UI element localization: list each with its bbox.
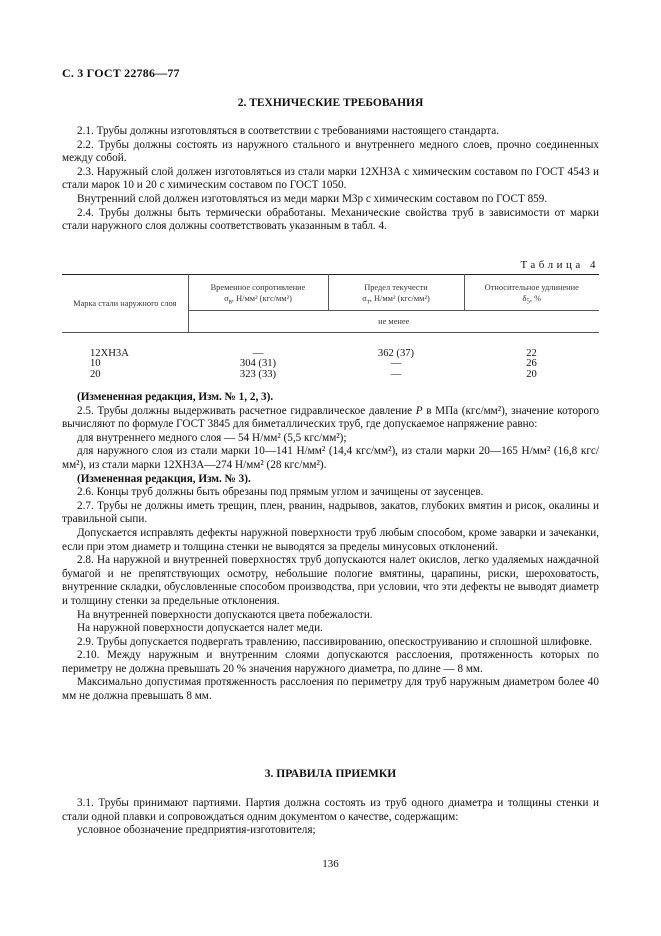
paragraph-2-9: 2.9. Трубы допускается подвергать травлению, пассивированию, опескоструиванию и сплошной шлифовке. [77,635,593,648]
cell-yield: 362 (37) [377,347,415,359]
pressure-symbol: P [415,404,423,417]
paragraph-2-5-copper: для внутреннего медного слоя — 54 Н/мм² (5,5 кгс/мм²); [77,431,347,444]
paragraph-3-1-b: условное обозначение предприятия-изготовителя; [77,824,316,837]
section-3-title: 3. ПРАВИЛА ПРИЕМКИ [264,768,397,780]
paragraph-2-2: 2.2. Трубы должны состоять из наружного стального и внутреннего медного слоев, прочно соединенных между собой. [62,138,599,165]
header-tensile-name: Временное сопротивление [210,282,306,292]
section-3-text [62,797,599,838]
header-tensile-unit-line [189,293,328,304]
cell-elong: 20 [526,369,537,381]
table-4 [62,274,599,381]
cell-yield: — [390,358,402,370]
header-steel-grade [62,275,188,333]
cell-tensile: 304 (31) [239,358,277,370]
section-2-text [62,125,599,234]
document-header: С. 3 ГОСТ 22786—77 [62,66,180,80]
sigma-symbol-2: σ [362,293,367,303]
table-row [62,370,599,381]
paragraph-2-3: 2.3. Наружный слой должен изготовляться из стали марки 12ХН3А с химическим составом по ГОСТ 4543 и стали марок 10 и 20 с химическим составом по ГОСТ 1050. [62,165,599,192]
header-steel-grade-text: Марка стали наружного слоя [73,299,177,308]
header-elongation-unit-line [465,293,600,304]
sigma-symbol: σ [224,293,229,303]
paragraph-2-8-b: На внутренней поверхности допускаются цвета побежалости. [77,608,373,621]
paragraph-3-1: 3.1. Трубы принимают партиями. Партия должна состоять из труб одного диаметра и толщины стенки и стали одной плавки и сопровождаться одним документом о качестве, содержащим: [62,797,599,823]
sub-b: в [228,297,232,306]
paragraph-2-5-a: 2.5. Трубы должны выдерживать расчетное гидравлическое давление [77,404,413,417]
header-yield-unit-line [329,293,464,304]
page-number: 136 [322,858,339,870]
paragraph-2-7-b: Допускается исправлять дефекты наружной поверхности труб любым способом, кроме заварки и зачеканки, если при этом диаметр и толщина стенки не выводятся за пределы минусовых отклонений. [62,526,599,553]
paragraph-2-7: 2.7. Трубы не должны иметь трещин, плен, рванин, надрывов, закатов, глубоких вмятин и рисок, окалины и травильной сыпи. [62,499,599,526]
section-2-title: 2. ТЕХНИЧЕСКИЕ ТРЕБОВАНИЯ [237,97,424,109]
table-row [62,359,599,370]
paragraph-2-5-steel: для наружного слоя из стали марки 10—141 Н/мм² (14,4 кгс/мм²), из стали марки 20—165 Н/мм² (16,8 кгс/мм²), из стали марки 12ХН3А—274 Н/мм² (28 кгс/мм²). [62,445,599,471]
paragraph-2-8: 2.8. На наружной и внутренней поверхностях труб допускаются налет окислов, легко удаляемых наждачной бумагой и не препятствующих осмотру, небольшие пологие вмятины, царапины, риски, шероховатость, внутренние складки, обусловленные способом производства, при условии, что эти дефекты не выводят диаметр и толщину стенки за предельные отклонения. [62,554,599,607]
after-table-text [62,391,599,704]
paragraph-2-8-c: На наружной поверхности допускается налет меди. [77,622,323,635]
paragraph-2-10-b: Максимально допустимая протяженность расслоения по периметру для труб наружным диаметром более 40 мм не должна превышать 8 мм. [62,676,599,703]
cell-tensile: — [252,347,264,359]
cell-elong: 26 [526,358,537,370]
paragraph-2-5 [62,405,599,432]
header-tensile [188,275,328,311]
cell-grade: 12ХН3А [90,347,129,359]
delta-symbol: δ [522,293,527,303]
sub-5: 5 [526,297,530,306]
paragraph-2-3-inner: Внутренний слой должен изготовляться из меди марки М3р с химическим составом по ГОСТ 859. [77,192,548,205]
table-4-caption: Таблица 4 [520,259,599,271]
cell-tensile: 323 (33) [239,369,277,381]
paragraph-2-10: 2.10. Между наружным и внутренним слоями допускаются расслоения, протяженность которых по периметру не должна превышать 20 % значения наружного диаметра, по длине — 8 мм. [62,649,599,675]
header-elongation-name: Относительное удлинение [484,282,579,292]
cell-grade: 20 [90,369,101,381]
subheader-min: не менее [188,311,599,333]
header-elongation [464,275,599,311]
paragraph-2-5-b: в МПа (кгс/мм²), значение которого вычисляют по формуле ГОСТ 3845 для биметаллических труб, где допускаемое напряжение равно: [62,404,600,431]
header-yield [328,275,464,311]
cell-grade: 10 [90,358,101,370]
table-row [62,349,599,360]
edition-note-2: (Измененная редакция, Изм. № 3). [77,472,251,485]
header-yield-unit: , Н/мм² (кгс/мм²) [369,293,430,303]
paragraph-2-4: 2.4. Трубы должны быть термически обработаны. Механические свойства труб в зависимости от марки стали наружного слоя должны соответствовать указанным в табл. 4. [62,206,599,233]
cell-yield: — [390,369,402,381]
edition-note-1: (Измененная редакция, Изм. № 1, 2, 3). [77,391,274,403]
header-elongation-unit: , % [529,293,542,303]
header-tensile-unit: , Н/мм² (кгс/мм²) [231,293,292,303]
header-yield-name: Предел текучести [364,282,428,292]
sub-t: т [366,297,370,306]
paragraph-2-6: 2.6. Концы труб должны быть обрезаны под прямым углом и зачищены от заусенцев. [77,486,484,499]
paragraph-2-1: 2.1. Трубы должны изготовляться в соответствии с требованиями настоящего стандарта. [77,125,500,137]
cell-elong: 22 [526,347,537,359]
